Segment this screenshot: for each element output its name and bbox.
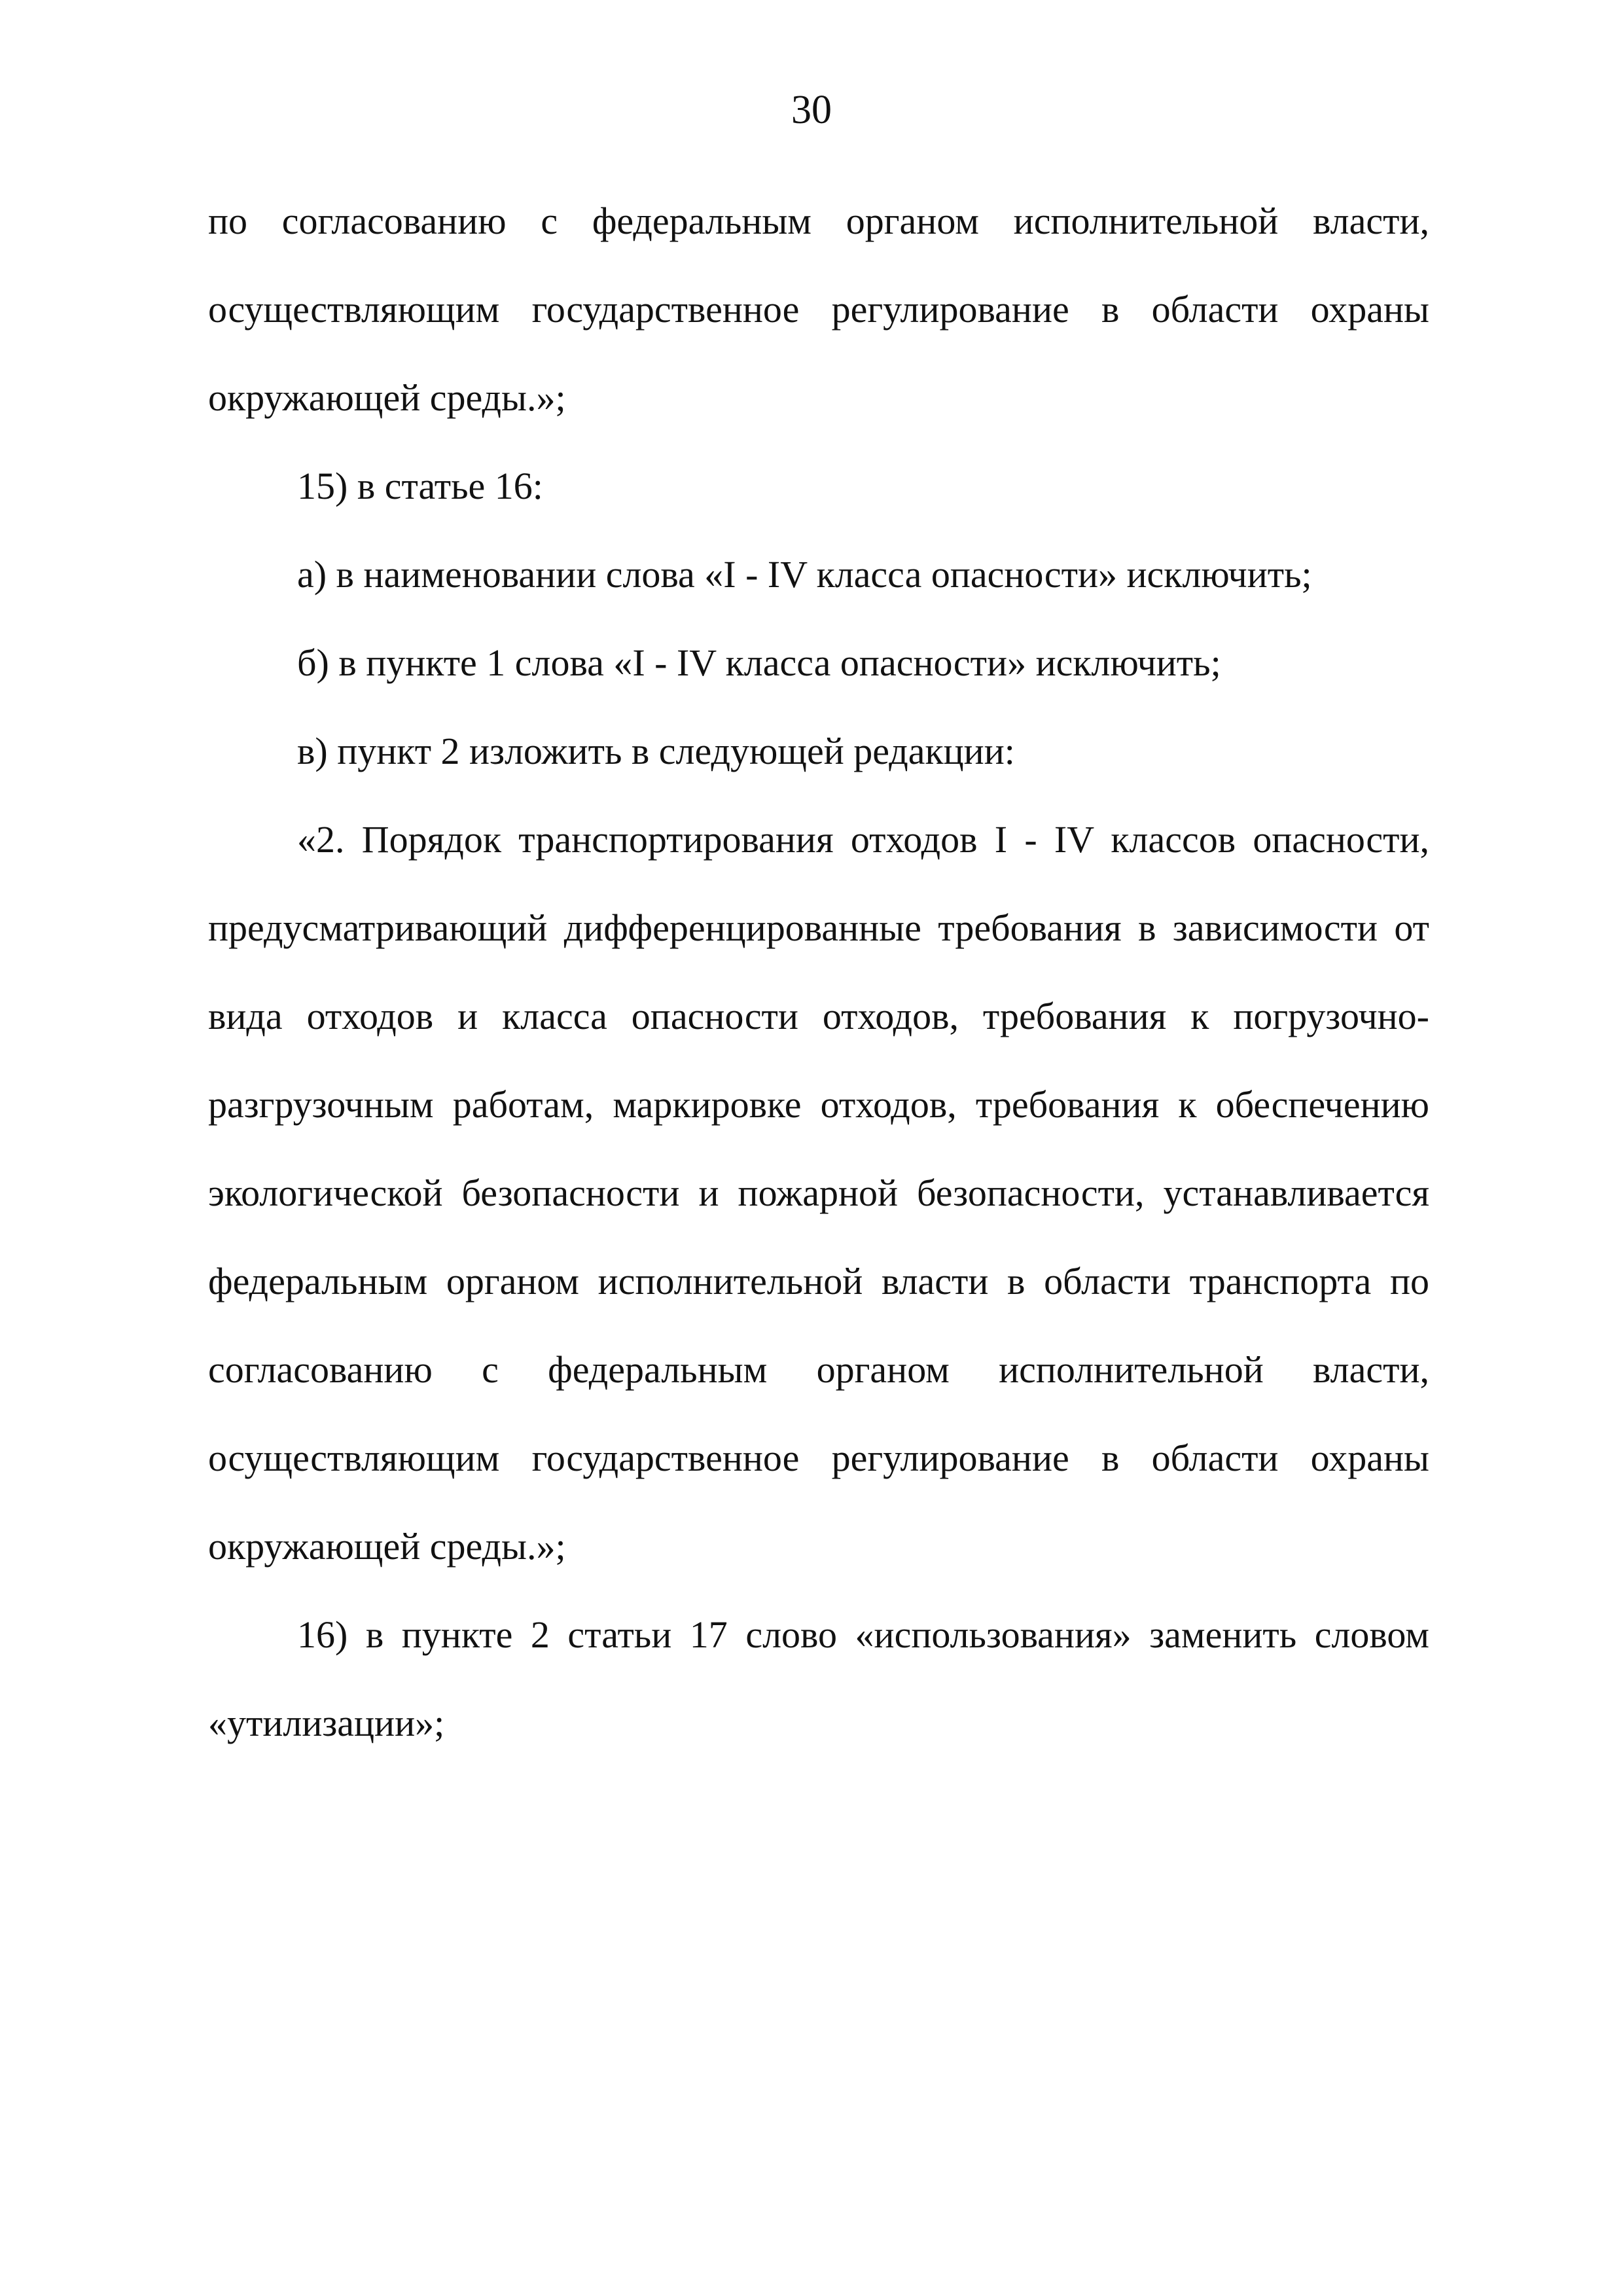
paragraph-continuation: по согласованию с федеральным органом исполнительной власти, осуществляющим государственное регулирование в области охраны окружающей среды.»; [208, 200, 1429, 419]
paragraph-item-15: 15) в статье 16: [297, 465, 543, 507]
paragraph-new-point-2: «2. Порядок транспортирования отходов I - IV классов опасности, предусматривающий дифференцированные требования в зависимости от вида отходов и класса опасности отходов, требования к погрузочно-разгрузочным работам, маркировке отходов, требования к обеспечению экологической безопасности и пожарной безопасности, устанавливается федеральным органом исполнительной власти в области транспорта по согласованию с федеральным органом исполнительной власти, осуществляющим государственное регулирование в области охраны окружающей среды.»; [208, 818, 1429, 1568]
document-body [208, 177, 1429, 1767]
paragraph-subitem-a: а) в наименовании слова «I - IV класса опасности» исключить; [297, 553, 1312, 596]
paragraph-subitem-v: в) пункт 2 изложить в следующей редакции: [297, 730, 1015, 772]
page-number: 30 [791, 88, 832, 132]
paragraph-subitem-b: б) в пункте 1 слова «I - IV класса опасности» исключить; [297, 641, 1221, 684]
paragraph-item-16: 16) в пункте 2 статьи 17 слово «использования» заменить словом «утилизации»; [208, 1613, 1429, 1744]
